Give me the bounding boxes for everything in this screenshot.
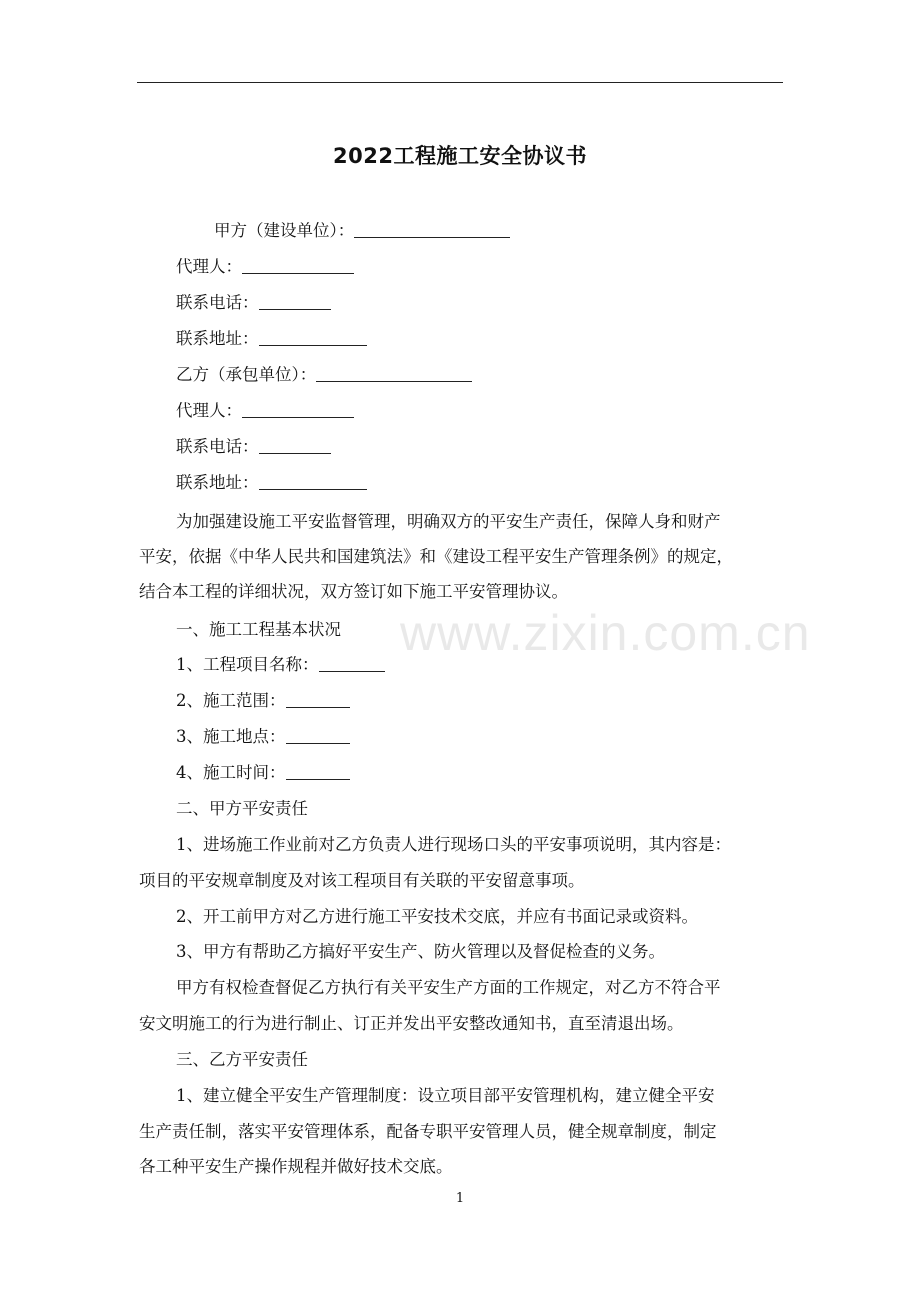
- section-3-p1-line-1: 1、建立健全平安生产管理制度：设立项目部平安管理机构，建立健全平安: [176, 1086, 715, 1105]
- scope-blank: [286, 707, 350, 708]
- party-a-address-line: [139, 327, 826, 351]
- party-b-phone-line: [139, 435, 826, 459]
- section-2-heading: 二、甲方平安责任: [176, 799, 308, 818]
- party-a-name-line: [139, 219, 864, 243]
- party-b-agent-blank: [242, 417, 354, 418]
- party-a-agent-blank: [242, 273, 354, 274]
- section-1-item-3: [139, 725, 826, 749]
- section-2-p4-line-1: 甲方有权检查督促乙方执行有关平安生产方面的工作规定，对乙方不符合平: [176, 978, 721, 997]
- party-a-name-blank: [354, 237, 510, 238]
- intro-line-2: 平安，依据《中华人民共和国建筑法》和《建设工程平安生产管理条例》的规定，: [139, 547, 733, 566]
- party-b-address-blank: [259, 489, 367, 490]
- party-b-agent-label: 代理人：: [176, 401, 242, 420]
- party-b-agent-line: [139, 399, 826, 423]
- location-blank: [286, 743, 350, 744]
- section-2-p1-line-1: 1、进场施工作业前对乙方负责人进行现场口头的平安事项说明，其内容是：: [176, 835, 731, 854]
- section-2-p3: 3、甲方有帮助乙方搞好平安生产、防火管理以及督促检查的义务。: [176, 942, 665, 961]
- section-2-p1-line-2: 项目的平安规章制度及对该工程项目有关联的平安留意事项。: [139, 871, 585, 890]
- section-1-item-4: [139, 761, 826, 785]
- party-a-phone-line: [139, 291, 826, 315]
- party-a-agent-label: 代理人：: [176, 257, 242, 276]
- document-title: 2022工程施工安全协议书: [333, 144, 587, 168]
- party-b-address-line: [139, 471, 826, 495]
- scope-label: 2、施工范围：: [176, 691, 286, 710]
- party-b-phone-blank: [259, 453, 331, 454]
- section-1-heading: 一、施工工程基本状况: [176, 620, 341, 639]
- section-2-p4-line-2: 安文明施工的行为进行制止、订正并发出平安整改通知书，直至清退出场。: [139, 1014, 684, 1033]
- party-a-address-label: 联系地址：: [176, 329, 259, 348]
- intro-line-1: 为加强建设施工平安监督管理，明确双方的平安生产责任，保障人身和财产: [176, 512, 721, 531]
- project-name-label: 1、工程项目名称：: [176, 655, 319, 674]
- party-a-name-label: 甲方（建设单位）：: [214, 221, 355, 240]
- project-name-blank: [319, 671, 385, 672]
- party-b-address-label: 联系地址：: [176, 473, 259, 492]
- party-b-name-line: [139, 363, 826, 387]
- intro-line-3: 结合本工程的详细状况，双方签订如下施工平安管理协议。: [139, 582, 568, 601]
- party-a-phone-label: 联系电话：: [176, 293, 259, 312]
- location-label: 3、施工地点：: [176, 727, 286, 746]
- section-2-p2: 2、开工前甲方对乙方进行施工平安技术交底，并应有书面记录或资料。: [176, 907, 698, 926]
- section-3-p1-line-3: 各工种平安生产操作规程并做好技术交底。: [139, 1157, 453, 1176]
- header-rule: [137, 82, 783, 83]
- party-b-name-label: 乙方（承包单位）：: [176, 365, 317, 384]
- party-b-name-blank: [316, 381, 472, 382]
- section-3-heading: 三、乙方平安责任: [176, 1050, 308, 1069]
- time-blank: [286, 779, 350, 780]
- section-1-item-2: [139, 689, 826, 713]
- time-label: 4、施工时间：: [176, 763, 286, 782]
- party-a-address-blank: [259, 345, 367, 346]
- party-a-agent-line: [139, 255, 826, 279]
- section-3-p1-line-2: 生产责任制，落实平安管理体系，配备专职平安管理人员，健全规章制度，制定: [139, 1122, 717, 1141]
- page-number: 1: [455, 1191, 465, 1206]
- party-b-phone-label: 联系电话：: [176, 437, 259, 456]
- party-a-phone-blank: [259, 309, 331, 310]
- watermark: www.zixin.com.cn: [400, 605, 811, 661]
